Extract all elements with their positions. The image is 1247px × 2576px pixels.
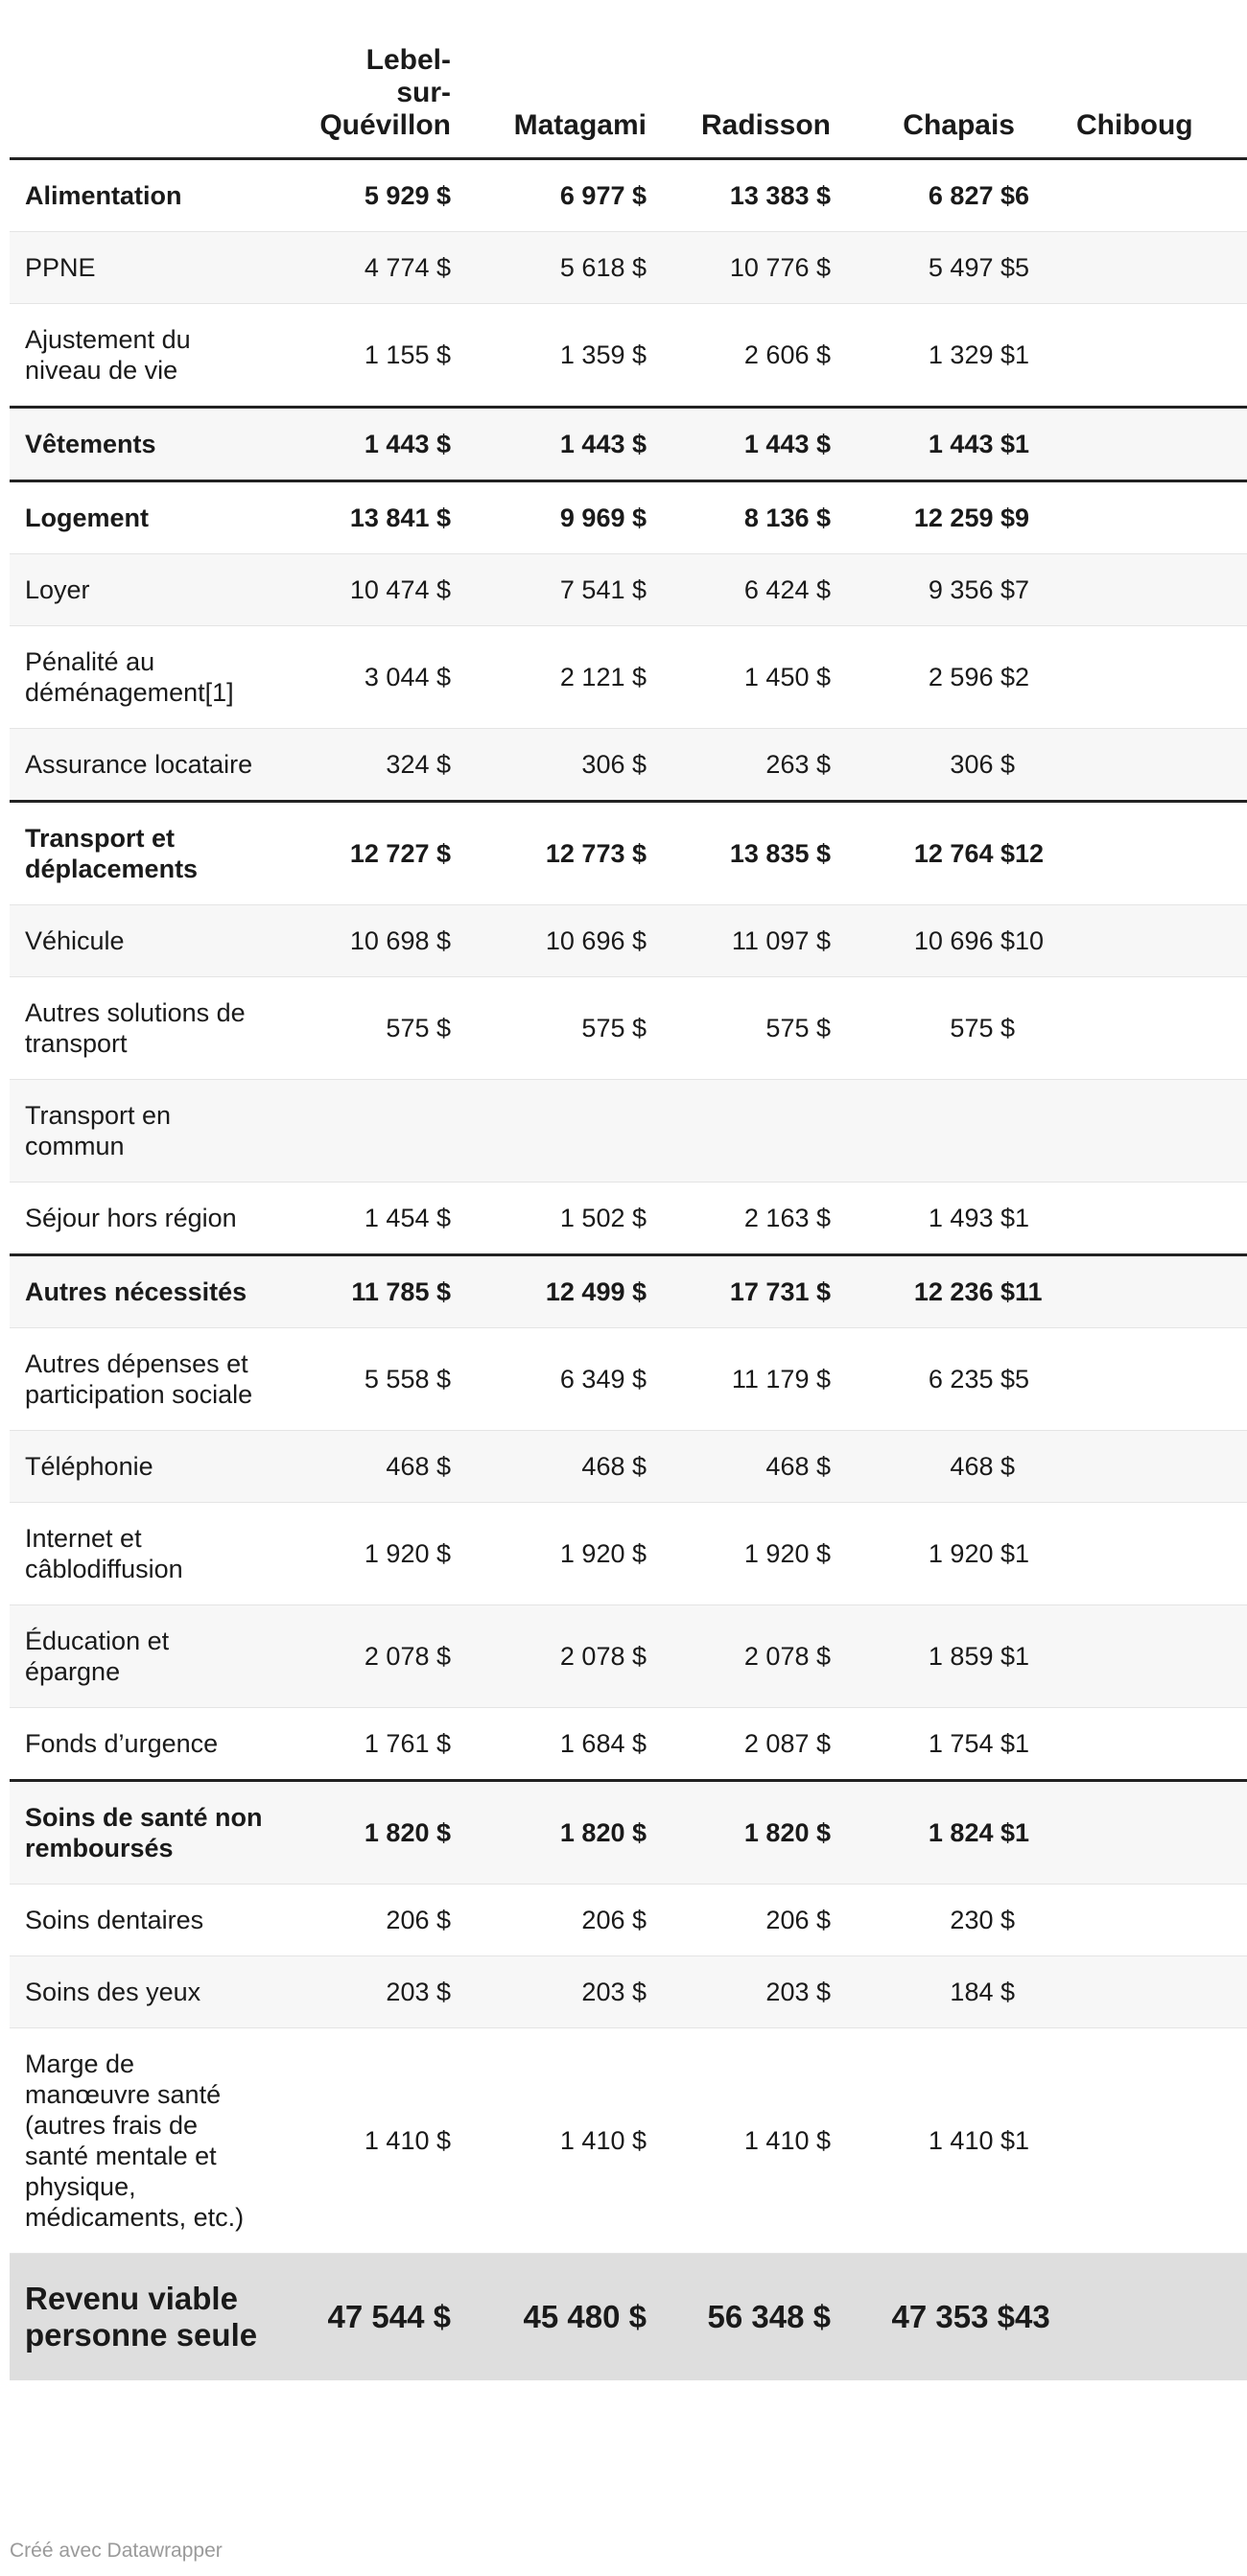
- table-row: [10, 304, 1247, 408]
- row-value: 1 754 $: [831, 1708, 1015, 1781]
- header-label-column: [10, 19, 263, 159]
- row-value: 206 $: [263, 1885, 451, 1956]
- row-label: Téléphonie: [10, 1431, 263, 1503]
- row-value: 12 764 $: [831, 802, 1015, 905]
- row-value: 12 773 $: [451, 802, 647, 905]
- row-value: 5 618 $: [451, 232, 647, 304]
- header-chibougamau[interactable]: Chiboug: [1015, 19, 1247, 159]
- row-value: 1 443 $: [451, 408, 647, 481]
- data-table: [10, 19, 1247, 2380]
- row-value: 12 727 $: [263, 802, 451, 905]
- row-value: 468 $: [831, 1431, 1015, 1503]
- row-value: 203 $: [263, 1956, 451, 2028]
- row-label: Soins des yeux: [10, 1956, 263, 2028]
- table-row: [10, 1708, 1247, 1781]
- table-row: [10, 1503, 1247, 1605]
- row-value: 1: [1015, 1708, 1247, 1781]
- row-value: 45 480 $: [451, 2254, 647, 2381]
- row-value: 6 424 $: [647, 554, 831, 626]
- table-row: [10, 1080, 1247, 1183]
- table-row: [10, 408, 1247, 481]
- row-value: 1 920 $: [831, 1503, 1015, 1605]
- table-row: [10, 1956, 1247, 2028]
- row-label: Loyer: [10, 554, 263, 626]
- row-label: Assurance locataire: [10, 729, 263, 802]
- row-label: Soins de santé non remboursés: [10, 1781, 263, 1885]
- table-row: [10, 626, 1247, 729]
- row-value: [1015, 729, 1247, 802]
- row-value: 10 474 $: [263, 554, 451, 626]
- table-row: [10, 232, 1247, 304]
- row-value: 2 078 $: [451, 1605, 647, 1708]
- row-label: Soins dentaires: [10, 1885, 263, 1956]
- table-row: [10, 1885, 1247, 1956]
- row-value: 203 $: [647, 1956, 831, 2028]
- table-row: [10, 729, 1247, 802]
- row-value: 5 497 $: [831, 232, 1015, 304]
- row-value: 1 450 $: [647, 626, 831, 729]
- row-value: 306 $: [831, 729, 1015, 802]
- row-value: 468 $: [647, 1431, 831, 1503]
- row-value: 6 349 $: [451, 1328, 647, 1431]
- row-value: 1 443 $: [647, 408, 831, 481]
- row-value: [1015, 1431, 1247, 1503]
- row-label: Autres nécessités: [10, 1255, 263, 1328]
- row-value: 2 078 $: [263, 1605, 451, 1708]
- table-row: [10, 1328, 1247, 1431]
- row-value: 5 558 $: [263, 1328, 451, 1431]
- row-value: 11 179 $: [647, 1328, 831, 1431]
- row-label: Marge de manœuvre santé (autres frais de santé mentale et physique, médicaments, etc.): [10, 2028, 263, 2254]
- row-value: 203 $: [451, 1956, 647, 2028]
- header-lebel-sur-quevillon-text: Lebel- sur- Quévillon: [319, 44, 451, 141]
- row-value: 13 383 $: [647, 159, 831, 232]
- row-value: 13 841 $: [263, 481, 451, 554]
- total-row: [10, 2254, 1247, 2381]
- row-label: Internet et câblodiffusion: [10, 1503, 263, 1605]
- row-label: Fonds d’urgence: [10, 1708, 263, 1781]
- table-row: [10, 2028, 1247, 2254]
- row-value: [647, 1080, 831, 1183]
- row-label: Logement: [10, 481, 263, 554]
- row-value: 12 236 $: [831, 1255, 1015, 1328]
- row-value: 206 $: [451, 1885, 647, 1956]
- row-value: 1: [1015, 2028, 1247, 2254]
- row-value: 10 776 $: [647, 232, 831, 304]
- row-label: Transport et déplacements: [10, 802, 263, 905]
- table-row: [10, 802, 1247, 905]
- row-value: 1 410 $: [263, 2028, 451, 2254]
- row-value: 7 541 $: [451, 554, 647, 626]
- row-value: 6 977 $: [451, 159, 647, 232]
- row-value: [1015, 1885, 1247, 1956]
- row-value: 1 410 $: [451, 2028, 647, 2254]
- row-value: 575 $: [263, 977, 451, 1080]
- row-value: 1 859 $: [831, 1605, 1015, 1708]
- row-value: 468 $: [263, 1431, 451, 1503]
- row-value: 9 356 $: [831, 554, 1015, 626]
- row-value: 306 $: [451, 729, 647, 802]
- row-value: 1 920 $: [451, 1503, 647, 1605]
- row-label: Autres solutions de transport: [10, 977, 263, 1080]
- header-chapais[interactable]: Chapais: [831, 19, 1015, 159]
- row-value: 2 606 $: [647, 304, 831, 408]
- row-value: 12 259 $: [831, 481, 1015, 554]
- row-label: Vêtements: [10, 408, 263, 481]
- row-value: 5: [1015, 1328, 1247, 1431]
- header-radisson[interactable]: Radisson: [647, 19, 831, 159]
- row-value: [1015, 1956, 1247, 2028]
- row-value: 1 454 $: [263, 1183, 451, 1255]
- row-value: 1: [1015, 1183, 1247, 1255]
- row-value: 11 785 $: [263, 1255, 451, 1328]
- row-value: 1 443 $: [831, 408, 1015, 481]
- table-row: [10, 159, 1247, 232]
- row-value: 9 969 $: [451, 481, 647, 554]
- row-value: 1 443 $: [263, 408, 451, 481]
- row-value: 2 163 $: [647, 1183, 831, 1255]
- table-row: [10, 481, 1247, 554]
- row-value: 575 $: [831, 977, 1015, 1080]
- table-row: [10, 1255, 1247, 1328]
- row-value: 43: [1015, 2254, 1247, 2381]
- row-value: 2 087 $: [647, 1708, 831, 1781]
- table-container: [10, 19, 1193, 2380]
- row-value: 47 353 $: [831, 2254, 1015, 2381]
- row-value: 1 920 $: [647, 1503, 831, 1605]
- row-value: 230 $: [831, 1885, 1015, 1956]
- row-value: 10 698 $: [263, 905, 451, 977]
- row-value: 12 499 $: [451, 1255, 647, 1328]
- row-value: 575 $: [451, 977, 647, 1080]
- table-row: [10, 905, 1247, 977]
- row-value: 56 348 $: [647, 2254, 831, 2381]
- row-value: 1 493 $: [831, 1183, 1015, 1255]
- row-label: Revenu viable personne seule: [10, 2254, 263, 2381]
- row-value: 1 359 $: [451, 304, 647, 408]
- row-label: Transport en commun: [10, 1080, 263, 1183]
- row-value: [451, 1080, 647, 1183]
- table-row: [10, 1605, 1247, 1708]
- row-value: 1 824 $: [831, 1781, 1015, 1885]
- row-value: [1015, 977, 1247, 1080]
- header-matagami[interactable]: Matagami: [451, 19, 647, 159]
- table-row: [10, 554, 1247, 626]
- row-label: Éducation et épargne: [10, 1605, 263, 1708]
- row-label: Alimentation: [10, 159, 263, 232]
- table-header-row: [10, 19, 1247, 159]
- row-value: 1: [1015, 1781, 1247, 1885]
- table-row: [10, 1431, 1247, 1503]
- row-value: 10 696 $: [451, 905, 647, 977]
- row-value: 1 820 $: [451, 1781, 647, 1885]
- row-value: [1015, 1080, 1247, 1183]
- row-value: 1 820 $: [647, 1781, 831, 1885]
- row-value: 1 410 $: [831, 2028, 1015, 2254]
- row-value: 1 761 $: [263, 1708, 451, 1781]
- row-value: 11 097 $: [647, 905, 831, 977]
- row-label: Pénalité au déménagement[1]: [10, 626, 263, 729]
- row-value: 6: [1015, 159, 1247, 232]
- datawrapper-credit[interactable]: Créé avec Datawrapper: [10, 2540, 223, 2562]
- row-value: 1 329 $: [831, 304, 1015, 408]
- row-value: 1 410 $: [647, 2028, 831, 2254]
- row-value: 2 596 $: [831, 626, 1015, 729]
- row-value: 184 $: [831, 1956, 1015, 2028]
- row-value: 1: [1015, 304, 1247, 408]
- row-value: 263 $: [647, 729, 831, 802]
- row-value: 3 044 $: [263, 626, 451, 729]
- row-value: 1 155 $: [263, 304, 451, 408]
- row-value: 13 835 $: [647, 802, 831, 905]
- row-value: 9: [1015, 481, 1247, 554]
- row-value: 47 544 $: [263, 2254, 451, 2381]
- row-value: 1 820 $: [263, 1781, 451, 1885]
- row-value: 2 121 $: [451, 626, 647, 729]
- row-value: [263, 1080, 451, 1183]
- row-value: 1 920 $: [263, 1503, 451, 1605]
- row-label: Ajustement du niveau de vie: [10, 304, 263, 408]
- row-value: 5: [1015, 232, 1247, 304]
- row-value: 8 136 $: [647, 481, 831, 554]
- row-value: [831, 1080, 1015, 1183]
- row-value: 1 502 $: [451, 1183, 647, 1255]
- row-value: 5 929 $: [263, 159, 451, 232]
- row-value: 6 827 $: [831, 159, 1015, 232]
- row-value: 12: [1015, 802, 1247, 905]
- row-value: 468 $: [451, 1431, 647, 1503]
- row-value: 2: [1015, 626, 1247, 729]
- table-row: [10, 1781, 1247, 1885]
- row-value: 6 235 $: [831, 1328, 1015, 1431]
- row-value: 10: [1015, 905, 1247, 977]
- row-value: 11: [1015, 1255, 1247, 1328]
- table-row: [10, 977, 1247, 1080]
- row-value: 206 $: [647, 1885, 831, 1956]
- row-label: Véhicule: [10, 905, 263, 977]
- row-value: 1 684 $: [451, 1708, 647, 1781]
- row-label: Séjour hors région: [10, 1183, 263, 1255]
- row-label: PPNE: [10, 232, 263, 304]
- row-value: 1: [1015, 408, 1247, 481]
- table-body: [10, 159, 1247, 2381]
- row-value: 575 $: [647, 977, 831, 1080]
- row-value: 7: [1015, 554, 1247, 626]
- row-label: Autres dépenses et participation sociale: [10, 1328, 263, 1431]
- row-value: 1: [1015, 1605, 1247, 1708]
- row-value: 10 696 $: [831, 905, 1015, 977]
- table-row: [10, 1183, 1247, 1255]
- row-value: 17 731 $: [647, 1255, 831, 1328]
- header-lebel-sur-quevillon[interactable]: [263, 19, 451, 159]
- row-value: 1: [1015, 1503, 1247, 1605]
- row-value: 324 $: [263, 729, 451, 802]
- row-value: 4 774 $: [263, 232, 451, 304]
- row-value: 2 078 $: [647, 1605, 831, 1708]
